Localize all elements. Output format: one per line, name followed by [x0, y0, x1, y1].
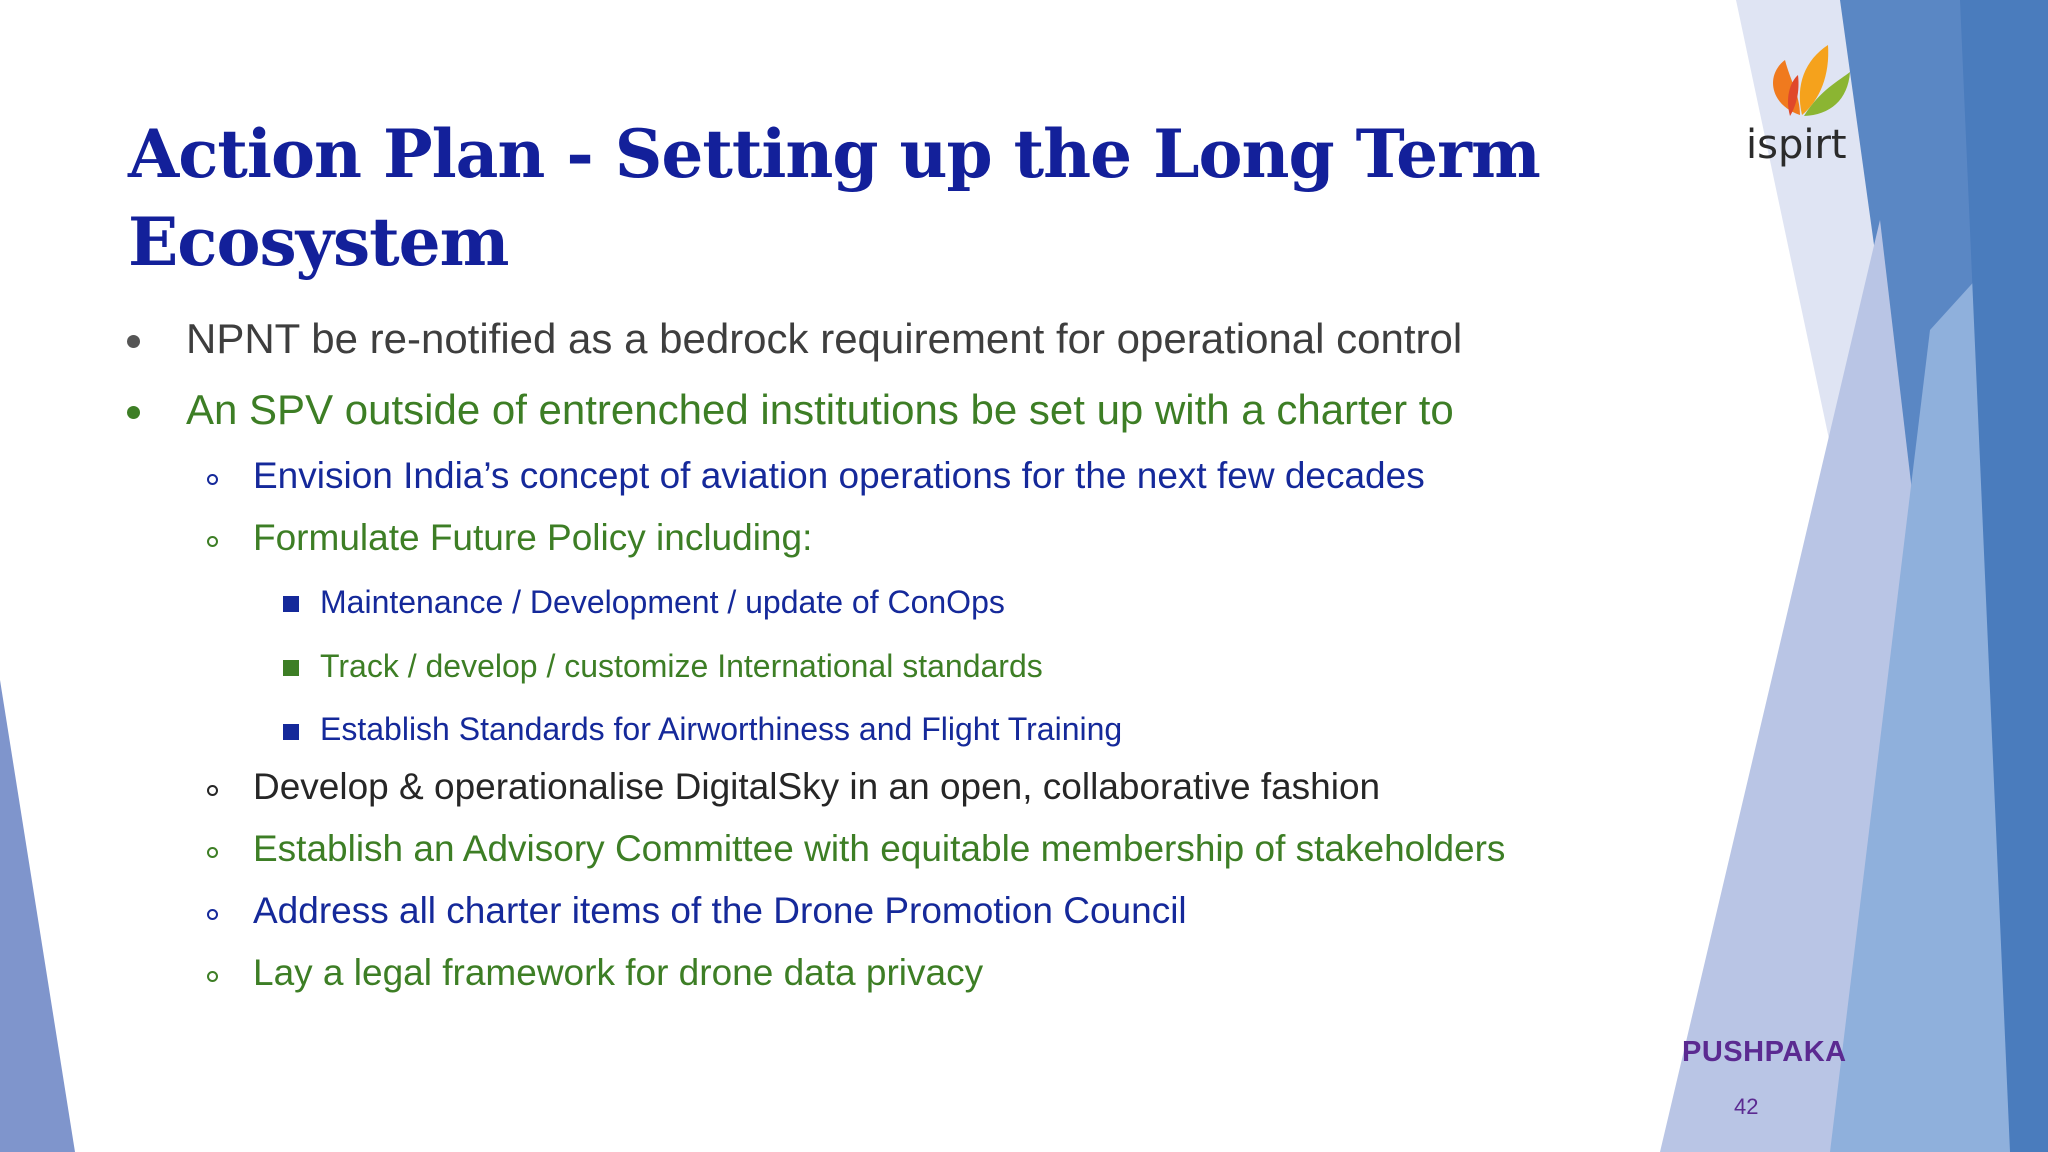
square-bullet-icon: [283, 724, 299, 740]
sub-bullet-item: Establish an Advisory Committee with equitable membership of stakeholders: [253, 828, 1506, 869]
bullet-dot-icon: [127, 406, 140, 419]
sub-bullet-item: Lay a legal framework for drone data privacy: [253, 952, 984, 993]
square-bullet-icon: [283, 596, 299, 612]
bullet-item: NPNT be re-notified as a bedrock requirement for operational control: [186, 315, 1463, 362]
hollow-bullet-icon: [207, 971, 218, 982]
bullet-item: An SPV outside of entrenched institutions be set up with a charter to: [186, 386, 1454, 433]
sub-bullet-item: Formulate Future Policy including:: [253, 517, 813, 558]
sub-bullet-item: Develop & operationalise DigitalSky in an open, collaborative fashion: [253, 766, 1381, 807]
hollow-bullet-icon: [207, 536, 218, 547]
sub-bullet-item: Envision India’s concept of aviation operations for the next few decades: [253, 455, 1425, 496]
footer-brand: PUSHPAKA: [1682, 1036, 1847, 1068]
sub-sub-bullet-item: Track / develop / customize International standards: [320, 648, 1043, 684]
logo-wordmark: ispirt: [1746, 122, 1847, 168]
hollow-bullet-icon: [207, 847, 218, 858]
slide-title: Action Plan - Setting up the Long Term Ecosystem: [128, 115, 1540, 281]
sub-bullet-item: Address all charter items of the Drone Promotion Council: [253, 890, 1187, 931]
page-number: 42: [1734, 1094, 1759, 1119]
hollow-bullet-icon: [207, 909, 218, 920]
hollow-bullet-icon: [207, 785, 218, 796]
square-bullet-icon: [283, 660, 299, 676]
bullet-dot-icon: [127, 335, 140, 348]
hollow-bullet-icon: [207, 474, 218, 485]
sub-sub-bullet-item: Maintenance / Development / update of ConOps: [320, 584, 1005, 620]
sub-sub-bullet-item: Establish Standards for Airworthiness and Flight Training: [320, 711, 1123, 747]
